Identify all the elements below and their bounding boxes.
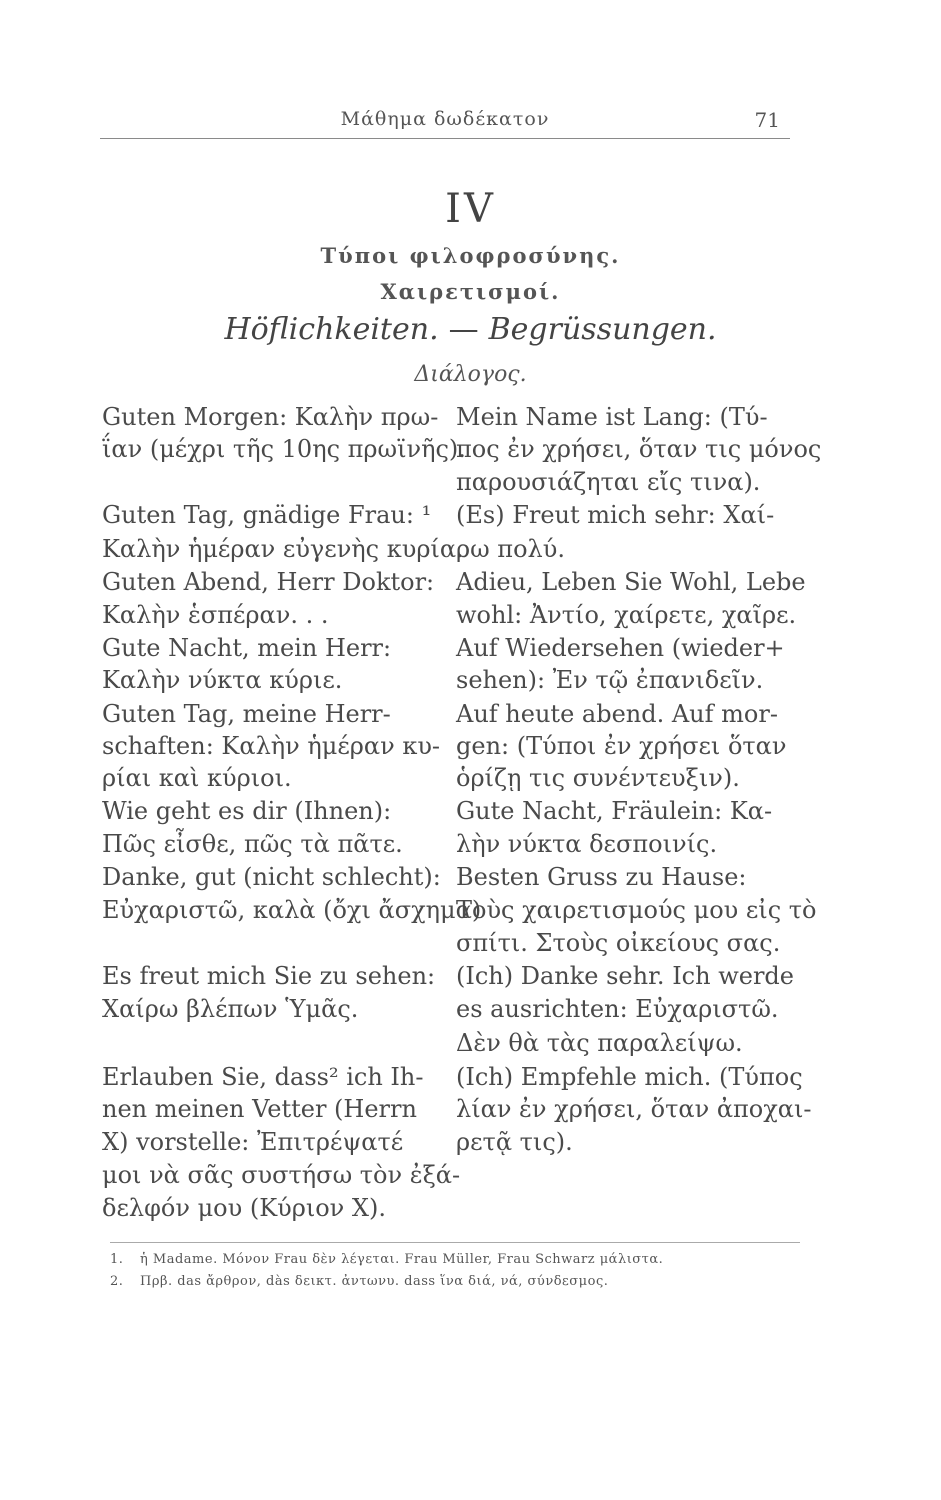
left-line: schaften: Καλὴν ἡμέραν κυ- (102, 732, 441, 760)
right-line: λὴν νύκτα δεσποινίς. (456, 830, 718, 858)
left-line: ρίαι καὶ κύριοι. (102, 764, 292, 792)
right-line: ὁρίζῃ τις συνέντευξιν). (456, 764, 740, 792)
left-line: Χαίρω βλέπων Ὑμᾶς. (102, 995, 359, 1023)
right-line: Δὲν θὰ τὰς παραλείψω. (456, 1029, 743, 1057)
left-line: ΐαν (μέχρι τῆς 10ης πρωϊνῆς). (102, 435, 466, 463)
german-heading-dash: — (448, 312, 479, 347)
greek-heading-2: Χαιρετισμοί. (380, 279, 561, 304)
left-line: Καλὴν ἑσπέραν. . . (102, 601, 329, 629)
footnote-text: Πρβ. das ἄρθρον, dàs δεικτ. ἀντωνυ. dass ἵνα διά, νά, σύνδεσμος. (140, 1274, 609, 1289)
footnote-2 (110, 1271, 800, 1293)
left-line: δελφόν μου (Κύριον Χ). (102, 1194, 386, 1222)
right-line: gen: (Τύποι ἐν χρήσει ὅταν (456, 732, 787, 760)
right-line: (Ich) Empfehle mich. (Τύπος (456, 1063, 803, 1091)
right-line: ρω πολύ. (456, 535, 565, 563)
page-number: 71 (754, 108, 780, 132)
left-line: μοι νὰ σᾶς συστήσω τὸν ἐξά- (102, 1161, 461, 1189)
right-line: Besten Gruss zu Hause: (456, 863, 747, 891)
right-line: (Ich) Danke sehr. Ich werde (456, 962, 794, 990)
right-line: ρετᾷ τις). (456, 1128, 573, 1156)
footnote-number: 2. (110, 1274, 124, 1289)
left-line: Καλὴν νύκτα κύριε. (102, 666, 343, 694)
right-line: Τοὺς χαιρετισμούς μου εἰς τὸ (456, 896, 817, 924)
left-line: X) vorstelle: Ἐπιτρέψατέ (102, 1128, 404, 1156)
right-line: Auf heute abend. Auf mor- (456, 700, 778, 728)
chapter-number: IV (445, 186, 496, 232)
left-line: nen meinen Vetter (Herrn (102, 1095, 417, 1123)
right-line: sehen): Ἐν τῷ ἐπανιδεῖν. (456, 666, 764, 694)
left-line: Πῶς εἶσθε, πῶς τὰ πᾶτε. (102, 830, 403, 858)
right-line: Adieu, Leben Sie Wohl, Lebe (456, 568, 806, 596)
footnotes (110, 1242, 800, 1293)
left-line: Guten Tag, meine Herr- (102, 700, 391, 728)
left-line: Es freut mich Sie zu sehen: (102, 962, 436, 990)
right-line: λίαν ἐν χρήσει, ὅταν ἀποχαι- (456, 1095, 812, 1123)
right-line: (Es) Freut mich sehr: Χαί- (456, 501, 775, 529)
left-line: Gute Nacht, mein Herr: (102, 634, 392, 662)
left-line: Guten Tag, gnädige Frau: ¹ (102, 501, 432, 529)
right-line: Auf Wiedersehen (wieder+ (456, 634, 785, 662)
right-line: wohl: Ἀντίο, χαίρετε, χαῖρε. (456, 601, 797, 629)
german-heading-right: Begrüssungen. (488, 312, 717, 347)
footnote-text: ἡ Madame. Μόνον Frau δὲν λέγεται. Frau Müller, Frau Schwarz μάλιστα. (140, 1252, 664, 1267)
dialogue-subheading: Διάλογος. (414, 362, 527, 387)
right-line: σπίτι. Στοὺς οἰκείους σας. (456, 929, 781, 957)
left-line: Wie geht es dir (Ihnen): (102, 797, 392, 825)
german-heading (0, 312, 941, 347)
footnote-number: 1. (110, 1252, 124, 1267)
left-line: Guten Morgen: Καλὴν πρω- (102, 403, 439, 431)
left-line: Erlauben Sie, dass² ich Ih- (102, 1063, 424, 1091)
right-line: παρουσιάζηται εἴς τινα). (456, 468, 761, 496)
greek-heading-1: Τύποι φιλοφροσύνης. (320, 243, 621, 268)
right-line: Mein Name ist Lang: (Τύ- (456, 403, 768, 431)
left-line: Καλὴν ἡμέραν εὐγενὴς κυρία. (102, 535, 464, 563)
left-line: Danke, gut (nicht schlecht): (102, 863, 441, 891)
right-line: πος ἐν χρήσει, ὅταν τις μόνος (456, 435, 822, 463)
left-line: Εὐχαριστῶ, καλὰ (ὄχι ἄσχημα) (102, 896, 482, 924)
footnote-1 (110, 1249, 800, 1271)
running-head (100, 108, 790, 139)
german-heading-left: Höflichkeiten. (224, 312, 439, 347)
right-line: Gute Nacht, Fräulein: Κα- (456, 797, 773, 825)
right-line: es ausrichten: Εὐχαριστῶ. (456, 995, 779, 1023)
running-title: Μάθημα δωδέκατον (340, 108, 550, 130)
left-line: Guten Abend, Herr Doktor: (102, 568, 435, 596)
